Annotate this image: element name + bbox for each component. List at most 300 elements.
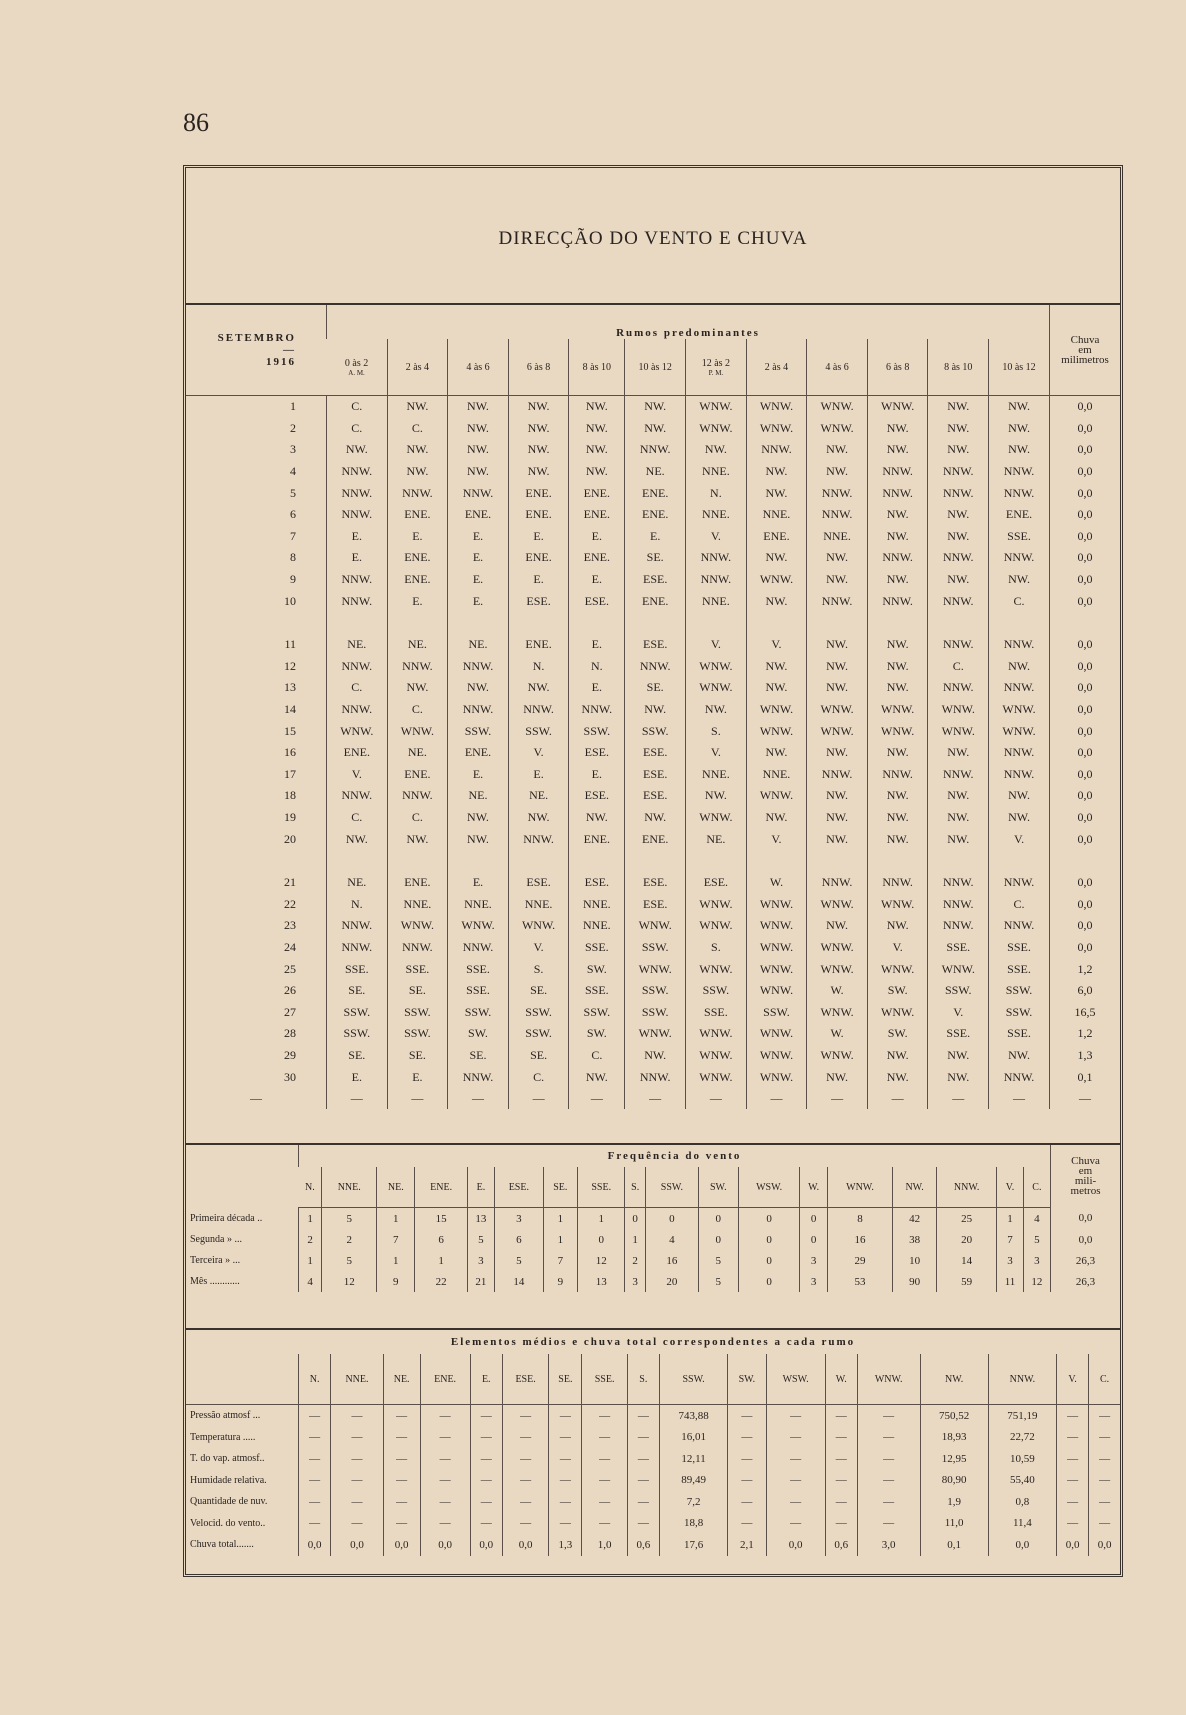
- row-label: Mês ............: [190, 1276, 240, 1287]
- direction-header: C.: [1023, 1167, 1050, 1208]
- frequency-value: 5: [467, 1229, 494, 1250]
- frequency-value: 16: [646, 1250, 699, 1271]
- wind-dir: WNW.: [807, 1001, 868, 1023]
- wind-dir: ESE.: [686, 872, 747, 894]
- wind-dir: WNW.: [867, 720, 928, 742]
- element-value: —: [582, 1405, 627, 1427]
- rain-value: 0,0: [1050, 915, 1121, 937]
- wind-dir: NNW.: [746, 439, 807, 461]
- interval-period: A. M.: [348, 368, 365, 377]
- element-value: 0,0: [988, 1534, 1056, 1556]
- direction-header: NNW.: [988, 1354, 1056, 1405]
- element-value: —: [420, 1513, 470, 1535]
- dash-cell: —: [928, 1088, 989, 1110]
- element-row: [186, 1491, 1120, 1513]
- table-frame: [183, 165, 1123, 1577]
- direction-header: SSW.: [659, 1354, 727, 1405]
- wind-dir: ESE.: [508, 872, 569, 894]
- element-value: —: [331, 1491, 384, 1513]
- wind-dir: NNW.: [448, 656, 509, 678]
- wind-dir: WNW.: [686, 1045, 747, 1067]
- wind-dir: NW.: [867, 439, 928, 461]
- month-rule: —: [283, 344, 296, 356]
- frequency-value: 59: [937, 1271, 997, 1292]
- frequency-value: 5: [698, 1271, 738, 1292]
- element-value: —: [549, 1513, 582, 1535]
- frequency-value: 0: [738, 1271, 800, 1292]
- rain-value: 0,0: [1051, 1229, 1120, 1250]
- element-value: —: [420, 1491, 470, 1513]
- element-value: —: [728, 1491, 766, 1513]
- wind-dir: NW.: [387, 439, 448, 461]
- element-value: —: [549, 1427, 582, 1449]
- wind-dir: NNW.: [387, 656, 448, 678]
- frequency-value: 0: [698, 1208, 738, 1230]
- wind-dir: NW.: [807, 742, 868, 764]
- wind-dir: NE.: [327, 634, 388, 656]
- frequency-value: 0: [738, 1208, 800, 1230]
- wind-dir: SSE.: [989, 958, 1050, 980]
- gap-cell: [186, 612, 327, 634]
- wind-dir: NW.: [746, 807, 807, 829]
- wind-frequency-table: [186, 1143, 1120, 1292]
- row-label: Terceira » ...: [190, 1255, 241, 1266]
- direction-header-row: [186, 1354, 1120, 1405]
- wind-dir: SSW.: [989, 980, 1050, 1002]
- element-value: —: [299, 1513, 331, 1535]
- day-row: [186, 980, 1120, 1002]
- rain-value: 1,3: [1050, 1045, 1121, 1067]
- wind-dir: WNW.: [625, 1023, 686, 1045]
- wind-dir: C.: [928, 656, 989, 678]
- wind-dir: NNW.: [327, 504, 388, 526]
- wind-dir: S.: [686, 937, 747, 959]
- element-value: 0,0: [766, 1534, 825, 1556]
- day-number: 3: [290, 442, 296, 457]
- frequency-value: 38: [893, 1229, 937, 1250]
- wind-dir: SW.: [867, 980, 928, 1002]
- wind-dir: NW.: [867, 807, 928, 829]
- wind-dir: E.: [569, 677, 625, 699]
- wind-dir: E.: [327, 526, 388, 548]
- rain-header: Chuva em mili- metros: [1051, 1144, 1120, 1208]
- wind-dir: NNW.: [448, 1066, 509, 1088]
- wind-dir: NNE.: [448, 893, 509, 915]
- wind-dir: NE.: [448, 634, 509, 656]
- gap-cell: [1050, 850, 1121, 872]
- wind-dir: NNW.: [989, 742, 1050, 764]
- element-value: 89,49: [659, 1470, 727, 1492]
- element-value: 17,6: [659, 1534, 727, 1556]
- day-row: [186, 396, 1120, 418]
- frequency-value: 53: [827, 1271, 892, 1292]
- wind-dir: NNW.: [928, 893, 989, 915]
- wind-dir: E.: [448, 569, 509, 591]
- dash-cell: —: [807, 1088, 868, 1110]
- wind-dir: ENE.: [625, 828, 686, 850]
- gap-cell: [989, 850, 1050, 872]
- wind-dir: WNW.: [746, 1023, 807, 1045]
- element-value: 80,90: [920, 1470, 988, 1492]
- wind-dir: NNW.: [928, 482, 989, 504]
- wind-dir: E.: [448, 590, 509, 612]
- frequency-value: 12: [578, 1250, 625, 1271]
- interval-header: 0 às 2 A. M.: [327, 339, 388, 395]
- element-value: —: [420, 1448, 470, 1470]
- wind-dir: C.: [327, 418, 388, 440]
- elements-by-direction-table: [186, 1328, 1120, 1556]
- wind-dir: NW.: [746, 590, 807, 612]
- wind-dir: W.: [807, 1023, 868, 1045]
- wind-dir: SSW.: [327, 1023, 388, 1045]
- frequency-value: 5: [495, 1250, 543, 1271]
- wind-dir: V.: [686, 634, 747, 656]
- wind-dir: NNW.: [448, 699, 509, 721]
- wind-dir: WNW.: [867, 396, 928, 418]
- wind-dir: WNW.: [746, 893, 807, 915]
- wind-dir: NNW.: [686, 547, 747, 569]
- day-number: 9: [290, 572, 296, 587]
- wind-dir: NNW.: [807, 872, 868, 894]
- element-value: —: [502, 1427, 548, 1449]
- wind-dir: WNW.: [746, 699, 807, 721]
- wind-dir: NNE.: [569, 893, 625, 915]
- wind-dir: SSW.: [387, 1001, 448, 1023]
- element-value: —: [582, 1470, 627, 1492]
- day-row: [186, 482, 1120, 504]
- gap-cell: [508, 850, 569, 872]
- wind-dir: E.: [569, 634, 625, 656]
- wind-dir: NW.: [746, 461, 807, 483]
- frequency-value: 3: [800, 1271, 827, 1292]
- interval-header: 6 às 8: [867, 339, 928, 395]
- wind-dir: SSE.: [569, 937, 625, 959]
- gap-cell: [928, 612, 989, 634]
- wind-dir: NW.: [746, 482, 807, 504]
- dash-cell: —: [387, 1088, 448, 1110]
- page-title: DIRECÇÃO DO VENTO E CHUVA: [498, 228, 808, 249]
- wind-dir: NW.: [508, 677, 569, 699]
- direction-header: E.: [470, 1354, 502, 1405]
- wind-dir: NNW.: [625, 656, 686, 678]
- wind-dir: NW.: [989, 569, 1050, 591]
- frequency-value: 5: [1023, 1229, 1050, 1250]
- element-value: —: [825, 1405, 857, 1427]
- wind-dir: WNW.: [867, 1001, 928, 1023]
- wind-dir: SW.: [569, 958, 625, 980]
- row-label: Pressão atmosf ...: [190, 1410, 261, 1422]
- frequency-value: 2: [625, 1250, 646, 1271]
- day-number: 14: [284, 702, 296, 717]
- wind-dir: NW.: [625, 418, 686, 440]
- direction-header: WNW.: [857, 1354, 920, 1405]
- wind-dir: W.: [807, 980, 868, 1002]
- wind-dir: SSE.: [569, 980, 625, 1002]
- wind-dir: NNW.: [327, 590, 388, 612]
- wind-dir: NNW.: [327, 656, 388, 678]
- wind-dir: WNW.: [686, 807, 747, 829]
- rain-value: 0,0: [1050, 872, 1121, 894]
- element-value: —: [857, 1405, 920, 1427]
- wind-dir: NW.: [807, 915, 868, 937]
- element-value: 16,01: [659, 1427, 727, 1449]
- rain-value: 0,0: [1050, 699, 1121, 721]
- element-value: —: [728, 1448, 766, 1470]
- rain-value: 6,0: [1050, 980, 1121, 1002]
- page-number: 86: [183, 108, 209, 137]
- wind-dir: NNW.: [928, 461, 989, 483]
- wind-dir: NW.: [686, 699, 747, 721]
- wind-dir: NW.: [867, 677, 928, 699]
- element-value: 1,9: [920, 1491, 988, 1513]
- element-value: 10,59: [988, 1448, 1056, 1470]
- direction-header: NNE.: [322, 1167, 377, 1208]
- element-value: —: [582, 1427, 627, 1449]
- wind-dir: SSW.: [625, 937, 686, 959]
- element-value: —: [331, 1470, 384, 1492]
- row-label: Velocid. do vento..: [190, 1517, 266, 1529]
- wind-dir: WNW.: [327, 720, 388, 742]
- wind-dir: SSW.: [625, 720, 686, 742]
- wind-dir: SE.: [625, 677, 686, 699]
- wind-dir: WNW.: [746, 937, 807, 959]
- wind-dir: W.: [746, 872, 807, 894]
- frequency-value: 2: [299, 1229, 322, 1250]
- wind-dir: WNW.: [807, 1045, 868, 1067]
- wind-dir: NNW.: [989, 634, 1050, 656]
- wind-dir: ENE.: [569, 828, 625, 850]
- day-number: 24: [284, 939, 296, 954]
- frequency-value: 0: [578, 1229, 625, 1250]
- element-value: —: [825, 1448, 857, 1470]
- wind-dir: NW.: [928, 418, 989, 440]
- day-number: 19: [284, 809, 296, 824]
- rain-value: 0,0: [1050, 937, 1121, 959]
- wind-dir: NNW.: [867, 547, 928, 569]
- element-value: —: [502, 1470, 548, 1492]
- day-number: 12: [284, 658, 296, 673]
- element-value: —: [766, 1427, 825, 1449]
- frequency-value: 42: [893, 1208, 937, 1230]
- wind-dir: NW.: [327, 828, 388, 850]
- day-number: 17: [284, 766, 296, 781]
- gap-cell: [746, 850, 807, 872]
- wind-dir: ESE.: [569, 872, 625, 894]
- wind-dir: SSE.: [327, 958, 388, 980]
- gap-cell: [387, 612, 448, 634]
- element-value: 3,0: [857, 1534, 920, 1556]
- wind-dir: NNW.: [327, 785, 388, 807]
- direction-header: WNW.: [827, 1167, 892, 1208]
- element-value: —: [549, 1491, 582, 1513]
- element-value: —: [299, 1470, 331, 1492]
- wind-dir: ENE.: [625, 482, 686, 504]
- wind-dir: ESE.: [625, 785, 686, 807]
- element-value: 0,6: [627, 1534, 659, 1556]
- wind-dir: NW.: [928, 742, 989, 764]
- wind-dir: NW.: [989, 807, 1050, 829]
- element-value: —: [299, 1427, 331, 1449]
- group-header-row: [186, 1144, 1120, 1167]
- wind-dir: SSW.: [569, 720, 625, 742]
- row-label: Quantidade de nuv.: [190, 1496, 268, 1508]
- element-value: 2,1: [728, 1534, 766, 1556]
- frequency-value: 0: [738, 1250, 800, 1271]
- wind-dir: NNW.: [448, 482, 509, 504]
- wind-dir: ESE.: [508, 590, 569, 612]
- gap-cell: [807, 850, 868, 872]
- day-number: 5: [290, 485, 296, 500]
- wind-dir: SSW.: [569, 1001, 625, 1023]
- frequency-value: 1: [578, 1208, 625, 1230]
- wind-dir: NW.: [867, 634, 928, 656]
- element-value: —: [728, 1470, 766, 1492]
- element-value: —: [627, 1513, 659, 1535]
- dash-cell: —: [569, 1088, 625, 1110]
- direction-header: ENE.: [415, 1167, 467, 1208]
- gap-cell: [625, 612, 686, 634]
- frequency-value: 3: [495, 1208, 543, 1230]
- frequency-value: 20: [937, 1229, 997, 1250]
- element-value: —: [1089, 1513, 1120, 1535]
- wind-dir: NW.: [448, 439, 509, 461]
- wind-dir: NW.: [625, 807, 686, 829]
- wind-dir: WNW.: [807, 396, 868, 418]
- wind-dir: SW.: [569, 1023, 625, 1045]
- direction-header: W.: [825, 1354, 857, 1405]
- wind-dir: SSW.: [989, 1001, 1050, 1023]
- direction-header: NW.: [920, 1354, 988, 1405]
- element-value: —: [1057, 1405, 1089, 1427]
- rain-value: 0,0: [1050, 634, 1121, 656]
- wind-dir: NW.: [387, 461, 448, 483]
- wind-dir: C.: [989, 590, 1050, 612]
- wind-dir: NW.: [746, 656, 807, 678]
- wind-dir: NW.: [569, 418, 625, 440]
- wind-dir: NNW.: [867, 764, 928, 786]
- frequency-value: 7: [997, 1229, 1023, 1250]
- direction-header: ENE.: [420, 1354, 470, 1405]
- element-value: —: [627, 1448, 659, 1470]
- wind-dir: NNW.: [867, 482, 928, 504]
- wind-dir: C.: [387, 699, 448, 721]
- wind-dir: WNW.: [928, 958, 989, 980]
- wind-dir: NW.: [807, 828, 868, 850]
- frequency-value: 1: [543, 1208, 578, 1230]
- element-value: —: [1089, 1427, 1120, 1449]
- element-value: —: [627, 1427, 659, 1449]
- wind-dir: V.: [867, 937, 928, 959]
- rain-value: 0,0: [1050, 893, 1121, 915]
- wind-dir: ENE.: [508, 504, 569, 526]
- wind-dir: SE.: [625, 547, 686, 569]
- day-number: 27: [284, 1004, 296, 1019]
- group-header-row: [186, 304, 1120, 339]
- element-value: —: [502, 1491, 548, 1513]
- wind-dir: NW.: [928, 1045, 989, 1067]
- element-value: —: [766, 1405, 825, 1427]
- day-row: [186, 461, 1120, 483]
- element-value: —: [299, 1448, 331, 1470]
- wind-dir: SE.: [508, 980, 569, 1002]
- element-value: —: [470, 1491, 502, 1513]
- wind-dir: SE.: [508, 1045, 569, 1067]
- element-value: —: [299, 1405, 331, 1427]
- wind-dir: SSW.: [625, 980, 686, 1002]
- wind-dir: WNW.: [807, 958, 868, 980]
- day-row: [186, 677, 1120, 699]
- wind-dir: V.: [508, 742, 569, 764]
- frequency-value: 14: [495, 1271, 543, 1292]
- wind-dir: NW.: [569, 807, 625, 829]
- frequency-value: 0: [625, 1208, 646, 1230]
- wind-dir: NW.: [448, 807, 509, 829]
- wind-dir: NNW.: [867, 872, 928, 894]
- wind-dir: ENE.: [448, 504, 509, 526]
- direction-header: C.: [1089, 1354, 1120, 1405]
- wind-dir: NW.: [448, 461, 509, 483]
- row-label: Segunda » ...: [190, 1234, 242, 1245]
- day-number: 21: [284, 875, 296, 890]
- day-number: 10: [284, 593, 296, 608]
- day-number: 23: [284, 918, 296, 933]
- wind-dir: NW.: [867, 656, 928, 678]
- gap-cell: [686, 850, 747, 872]
- element-value: —: [582, 1513, 627, 1535]
- element-value: —: [470, 1405, 502, 1427]
- day-row: [186, 569, 1120, 591]
- wind-dir: NW.: [807, 656, 868, 678]
- wind-dir: ENE.: [448, 742, 509, 764]
- element-value: —: [1057, 1491, 1089, 1513]
- element-value: 1,3: [549, 1534, 582, 1556]
- wind-dir: NW.: [928, 504, 989, 526]
- element-value: —: [766, 1470, 825, 1492]
- frequency-row: [186, 1250, 1120, 1271]
- gap-cell: [686, 612, 747, 634]
- wind-dir: V.: [989, 828, 1050, 850]
- element-value: —: [1057, 1470, 1089, 1492]
- rain-value: 1,2: [1050, 1023, 1121, 1045]
- frequency-value: 4: [1023, 1208, 1050, 1230]
- element-row: [186, 1470, 1120, 1492]
- wind-dir: SSW.: [928, 980, 989, 1002]
- wind-dir: SSE.: [686, 1001, 747, 1023]
- wind-dir: NNW.: [989, 915, 1050, 937]
- frequency-value: 0: [800, 1229, 827, 1250]
- wind-dir: NE.: [327, 872, 388, 894]
- element-value: —: [1089, 1470, 1120, 1492]
- day-row: [186, 1023, 1120, 1045]
- wind-dir: NW.: [807, 1066, 868, 1088]
- rain-value: 0,0: [1050, 742, 1121, 764]
- wind-dir: E.: [448, 526, 509, 548]
- frequency-value: 4: [646, 1229, 699, 1250]
- direction-header: WSW.: [738, 1167, 800, 1208]
- day-number: 25: [284, 961, 296, 976]
- frequency-value: 3: [800, 1250, 827, 1271]
- element-value: —: [502, 1448, 548, 1470]
- element-value: —: [502, 1513, 548, 1535]
- rain-value: 0,0: [1050, 526, 1121, 548]
- gap-cell: [327, 612, 388, 634]
- gap-cell: [186, 850, 327, 872]
- wind-dir: NW.: [746, 547, 807, 569]
- wind-dir: NW.: [989, 656, 1050, 678]
- wind-dir: WNW.: [746, 418, 807, 440]
- day-row: [186, 958, 1120, 980]
- wind-dir: NE.: [387, 634, 448, 656]
